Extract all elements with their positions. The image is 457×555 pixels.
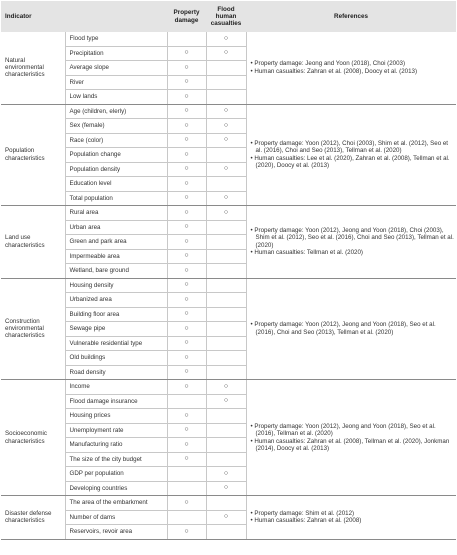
indicator-item: Population density — [65, 162, 167, 177]
human-casualties-mark — [206, 496, 246, 511]
property-damage-mark: ○ — [167, 162, 206, 177]
category-cell: Socioeconomic characteristics — [1, 380, 65, 496]
category-cell: Construction environmental characteristics — [1, 278, 65, 380]
property-damage-mark: ○ — [167, 177, 206, 192]
indicator-item: Building floor area — [65, 307, 167, 322]
references-cell — [246, 32, 456, 104]
human-casualties-mark: ○ — [206, 119, 246, 134]
human-casualties-mark: ○ — [206, 394, 246, 409]
human-casualties-mark — [206, 61, 246, 76]
human-casualties-mark: ○ — [206, 467, 246, 482]
property-damage-mark: ○ — [167, 191, 206, 206]
indicator-item: Road density — [65, 365, 167, 380]
table-row — [1, 380, 456, 395]
property-damage-mark: ○ — [167, 61, 206, 76]
property-damage-mark: ○ — [167, 220, 206, 235]
human-casualties-mark: ○ — [206, 162, 246, 177]
indicator-item: Total population — [65, 191, 167, 206]
indicator-item: Vulnerable residential type — [65, 336, 167, 351]
property-damage-mark: ○ — [167, 75, 206, 90]
indicator-item: Precipitation — [65, 46, 167, 61]
human-casualties-mark: ○ — [206, 206, 246, 221]
human-casualties-mark — [206, 525, 246, 540]
indicator-item: Low lands — [65, 90, 167, 105]
property-damage-mark: ○ — [167, 293, 206, 308]
property-damage-mark: ○ — [167, 380, 206, 395]
human-casualties-mark — [206, 409, 246, 424]
property-damage-mark: ○ — [167, 46, 206, 61]
reference-entry: • Property damage: Yoon (2012), Jeong and Yoon (2018), Seo et al. (2016), Tellman et al. (2020) — [250, 422, 436, 438]
indicator-item: Income — [65, 380, 167, 395]
indicator-item: Urbanized area — [65, 293, 167, 308]
human-casualties-mark — [206, 177, 246, 192]
indicator-item: Unemployment rate — [65, 423, 167, 438]
table-row — [1, 206, 456, 221]
references-cell — [246, 496, 456, 540]
property-damage-mark: ○ — [167, 365, 206, 380]
human-casualties-mark — [206, 423, 246, 438]
property-damage-mark: ○ — [167, 336, 206, 351]
category-cell: Population characteristics — [1, 104, 65, 206]
indicator-item: Old buildings — [65, 351, 167, 366]
references-cell — [246, 104, 456, 206]
property-damage-mark — [167, 394, 206, 409]
indicator-item: GDP per population — [65, 467, 167, 482]
indicator-item: Sewage pipe — [65, 322, 167, 337]
human-casualties-mark — [206, 365, 246, 380]
human-casualties-mark — [206, 264, 246, 279]
category-cell: Disaster defense characteristics — [1, 496, 65, 540]
human-casualties-mark — [206, 278, 246, 293]
human-casualties-mark: ○ — [206, 510, 246, 525]
human-casualties-mark — [206, 452, 246, 467]
indicator-item: Flood type — [65, 32, 167, 46]
indicator-item: River — [65, 75, 167, 90]
indicator-item: Population change — [65, 148, 167, 163]
indicator-item: Wetland, bare ground — [65, 264, 167, 279]
table-row — [1, 104, 456, 119]
indicator-item: Green and park area — [65, 235, 167, 250]
property-damage-mark: ○ — [167, 119, 206, 134]
table-row — [1, 278, 456, 293]
indicator-item: Education level — [65, 177, 167, 192]
property-damage-mark: ○ — [167, 452, 206, 467]
human-casualties-mark — [206, 90, 246, 105]
human-casualties-mark: ○ — [206, 104, 246, 119]
property-damage-mark: ○ — [167, 90, 206, 105]
indicator-item: Race (color) — [65, 133, 167, 148]
human-casualties-mark: ○ — [206, 133, 246, 148]
header-indicator: Indicator — [1, 1, 167, 32]
human-casualties-mark — [206, 307, 246, 322]
indicator-item: Number of dams — [65, 510, 167, 525]
table-body — [1, 32, 456, 539]
category-cell: Natural environmental characteristics — [1, 32, 65, 104]
indicator-item: Average slope — [65, 61, 167, 76]
human-casualties-mark — [206, 336, 246, 351]
property-damage-mark — [167, 481, 206, 496]
human-casualties-mark — [206, 322, 246, 337]
references-cell — [246, 206, 456, 279]
table-header — [1, 1, 456, 32]
header-property-damage: Property damage — [167, 1, 206, 32]
human-casualties-mark — [206, 220, 246, 235]
human-casualties-mark: ○ — [206, 32, 246, 46]
references-cell — [246, 380, 456, 496]
indicator-table — [1, 1, 456, 540]
property-damage-mark: ○ — [167, 525, 206, 540]
indicator-item: The area of the embarkment — [65, 496, 167, 511]
property-damage-mark: ○ — [167, 438, 206, 453]
indicator-item: Reservoirs, revoir area — [65, 525, 167, 540]
property-damage-mark: ○ — [167, 104, 206, 119]
indicator-item: Housing prices — [65, 409, 167, 424]
property-damage-mark: ○ — [167, 351, 206, 366]
reference-entry: • Property damage: Yoon (2012), Choi (2003), Shim et al. (2012), Seo et al. (2016), Choi and Seo (2013), Tellman et al. (2020) — [250, 139, 449, 155]
human-casualties-mark — [206, 438, 246, 453]
indicator-item: Urban area — [65, 220, 167, 235]
table-row — [1, 496, 456, 511]
reference-entry: • Human casualties: Lee et al. (2020), Zahran et al. (2008), Tellman et al. (2020), Doocy et al. (2013) — [250, 154, 450, 170]
reference-entry: • Human casualties: Zahran et al. (2008), Doocy et al. (2013) — [250, 67, 418, 75]
indicator-item: Flood damage insurance — [65, 394, 167, 409]
human-casualties-mark — [206, 293, 246, 308]
table-row — [1, 32, 456, 46]
indicator-item: Sex (female) — [65, 119, 167, 134]
human-casualties-mark: ○ — [206, 191, 246, 206]
indicator-item: Housing density — [65, 278, 167, 293]
property-damage-mark: ○ — [167, 148, 206, 163]
reference-entry: • Human casualties: Tellman et al. (2020) — [250, 249, 363, 257]
property-damage-mark: ○ — [167, 235, 206, 250]
reference-entry: • Property damage: Yoon (2012), Jeong and Yoon (2018), Seo et al. (2016), Choi and Seo (2013), Tellman et al. (2020) — [250, 321, 436, 336]
reference-entry: • Property damage: Yoon (2012), Jeong and Yoon (2018), Choi (2003), Shim et al. (2012), Seo et al. (2016), Choi and Seo (2013), Tellman et al. (2020) — [250, 226, 454, 249]
category-cell: Land use characteristics — [1, 206, 65, 279]
human-casualties-mark — [206, 148, 246, 163]
property-damage-mark — [167, 467, 206, 482]
property-damage-mark — [167, 32, 206, 46]
property-damage-mark: ○ — [167, 133, 206, 148]
indicator-item: Age (children, elerly) — [65, 104, 167, 119]
indicator-item: Developing countries — [65, 481, 167, 496]
indicator-item: Rural area — [65, 206, 167, 221]
property-damage-mark: ○ — [167, 322, 206, 337]
property-damage-mark: ○ — [167, 264, 206, 279]
indicator-item: Manufacturing ratio — [65, 438, 167, 453]
reference-entry: • Property damage: Shim et al. (2012) — [250, 509, 355, 517]
property-damage-mark: ○ — [167, 249, 206, 264]
human-casualties-mark: ○ — [206, 46, 246, 61]
property-damage-mark: ○ — [167, 278, 206, 293]
reference-entry: • Property damage: Jeong and Yoon (2018), Choi (2003) — [250, 60, 406, 68]
references-cell — [246, 278, 456, 380]
property-damage-mark: ○ — [167, 206, 206, 221]
reference-entry: • Human casualties: Zahran et al. (2008), Tellman et al. (2020), Jonkman (2014), Doocy et al. (2013) — [250, 437, 450, 452]
property-damage-mark: ○ — [167, 409, 206, 424]
human-casualties-mark — [206, 249, 246, 264]
indicator-item: Impermeable area — [65, 249, 167, 264]
header-references: References — [246, 1, 456, 32]
header-flood-human-casualties: Flood human casualties — [206, 1, 246, 32]
property-damage-mark: ○ — [167, 307, 206, 322]
header-row — [1, 1, 456, 32]
property-damage-mark — [167, 510, 206, 525]
human-casualties-mark: ○ — [206, 380, 246, 395]
reference-entry: • Human casualties: Zahran et al. (2008) — [250, 517, 362, 525]
human-casualties-mark — [206, 235, 246, 250]
human-casualties-mark — [206, 75, 246, 90]
indicator-item: The size of the city budget — [65, 452, 167, 467]
property-damage-mark: ○ — [167, 423, 206, 438]
property-damage-mark: ○ — [167, 496, 206, 511]
human-casualties-mark: ○ — [206, 481, 246, 496]
human-casualties-mark — [206, 351, 246, 366]
